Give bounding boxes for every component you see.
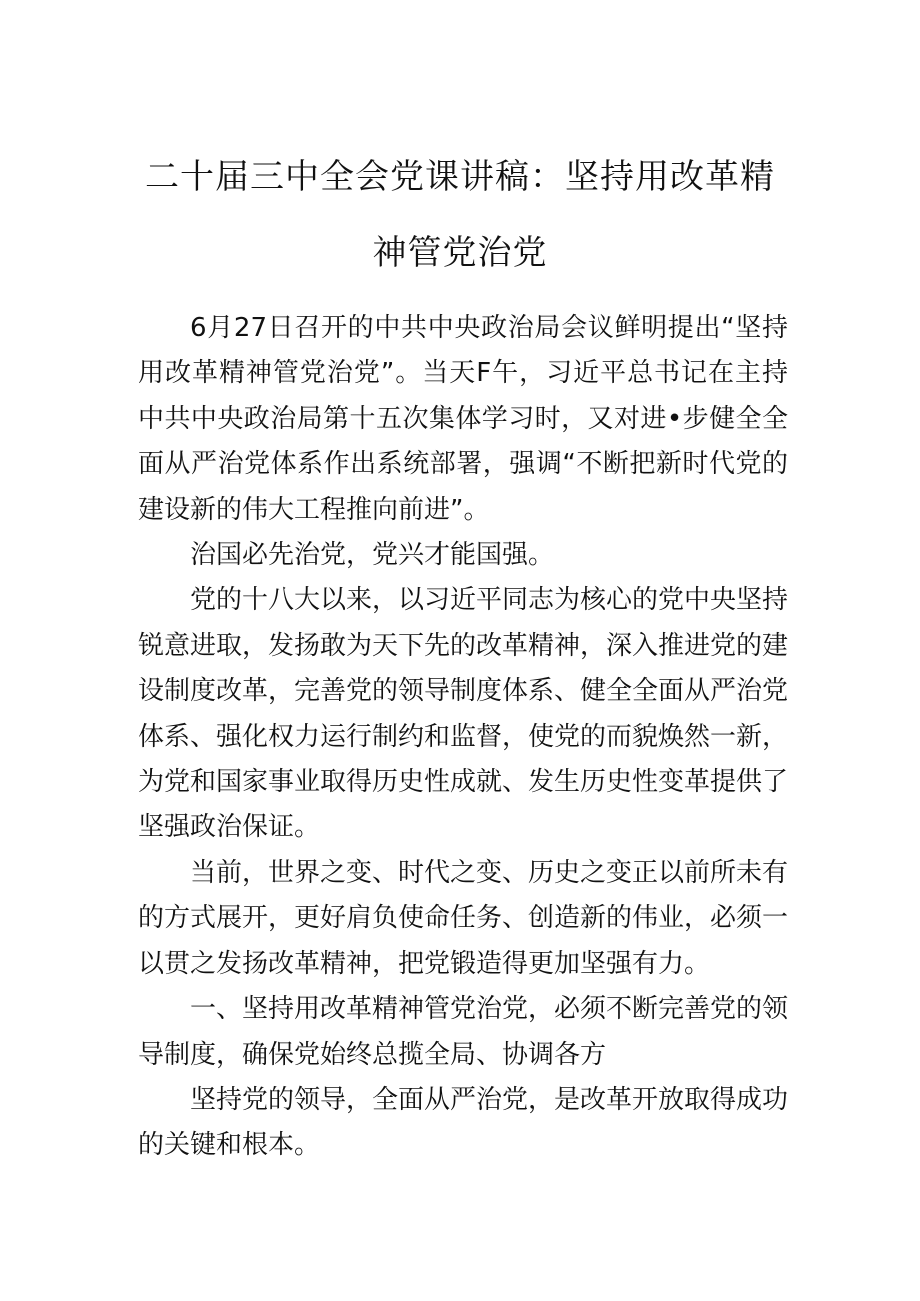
document-title-line-2: 神管党治党 — [372, 232, 548, 273]
document-body — [138, 306, 788, 1169]
paragraph-2: 治国必先治党，党兴才能国强。 — [190, 540, 555, 571]
paragraph-4: 当前，世界之变、时代之变、历史之变正以前所未有的方式展开，更好肩负使命任务、创造新的伟业，必须一以贯之发扬改革精神，把党锻造得更加坚强有力。 — [138, 857, 789, 979]
section-heading-1: 一、坚持用改革精神管党治党，必须不断完善党的领导制度，确保党始终总揽全局、协调各方 — [138, 994, 789, 1070]
document-title-line-1: 二十届三中全会党课讲稿：坚持用改革精 — [145, 156, 775, 197]
paragraph-5: 坚持党的领导，全面从严治党，是改革开放取得成功的关键和根本。 — [138, 1084, 789, 1161]
paragraph-1: 6月27日召开的中共中央政治局会议鲜明提出“坚持用改革精神管党治党”。当天F午，习近平总书记在主持中共中央政治局第十五次集体学习时，又对进•步健全全面从严治党体系作出系统部署，强调“不断把新时代党的建设新的伟大工程推向前进”。 — [138, 313, 788, 525]
paragraph-3: 党的十八大以来，以习近平同志为核心的党中央坚持锐意进取，发扬敢为天下先的改革精神，深入推进党的建设制度改革，完善党的领导制度体系、健全全面从严治党体系、强化权力运行制约和监督，使党的而貌焕然一新，为党和国家事业取得历史性成就、发生历史性变革提供了坚强政治保证。 — [138, 585, 789, 843]
